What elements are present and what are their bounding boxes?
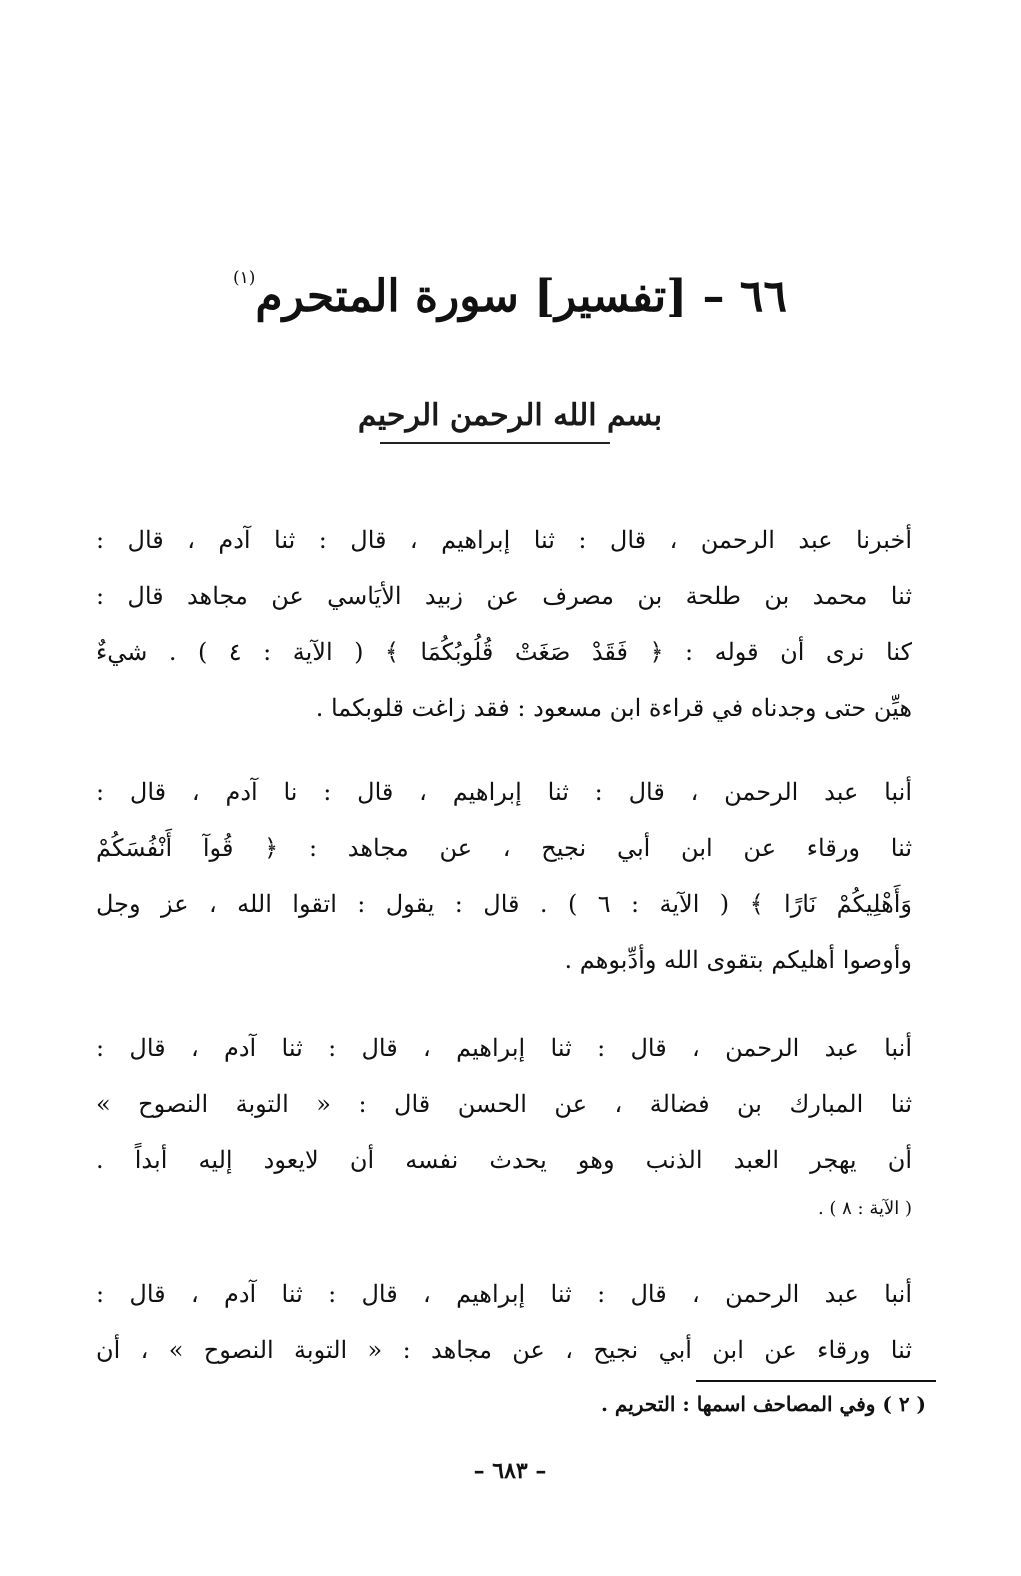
text-line: أنبا عبد الرحمن ، قال : ثنا إبراهيم ، قال : نا آدم ، قال : <box>96 778 912 806</box>
paragraph-1 <box>96 512 912 736</box>
paragraph-3 <box>96 1020 912 1230</box>
text-line: أن يهجر العبد الذنب وهو يحدث نفسه أن لايعود إليه أبداً . <box>96 1146 912 1174</box>
text-line: أخبرنا عبد الرحمن ، قال : ثنا إبراهيم ، قال : ثنا آدم ، قال : <box>96 526 912 554</box>
footnote: ( ٢ ) وفي المصاحف اسمها : التحريم . <box>600 1392 926 1416</box>
text-line: هيِّن حتى وجدناه في قراءة ابن مسعود : فقد زاغت قلوبكما . <box>315 694 912 722</box>
paragraph-4 <box>96 1266 912 1378</box>
text-line: وَأَهْلِيكُمْ نَارًا ﴾ ( الآية : ٦ ) . قال : يقول : اتقوا الله ، عز وجل <box>96 890 912 918</box>
text-line: وأوصوا أهليكم بتقوى الله وأدِّبوهم . <box>564 946 912 974</box>
page-number: – ٦٨٣ – <box>473 1458 547 1484</box>
text-line: ثنا المبارك بن فضالة ، عن الحسن قال : « التوبة النصوح » <box>96 1090 912 1118</box>
text-line: أنبا عبد الرحمن ، قال : ثنا إبراهيم ، قال : ثنا آدم ، قال : <box>96 1034 912 1062</box>
surah-heading <box>150 268 870 322</box>
basmala: بسم الله الرحمن الرحيم <box>357 398 663 433</box>
text-line: كنا نرى أن قوله : ﴿ فَقَدْ صَغَتْ قُلُوبُكُمَا ﴾ ( الآية : ٤ ) . شيءٌ <box>96 638 912 666</box>
text-line: ( الآية : ٨ ) . <box>817 1198 912 1219</box>
text-line: ثنا ورقاء عن ابن أبي نجيح ، عن مجاهد : ﴿ قُوآ أَنْفُسَكُمْ <box>96 834 912 862</box>
surah-title: ٦٦ – [تفسير] سورة المتحرم <box>255 271 788 322</box>
text-line: أنبا عبد الرحمن ، قال : ثنا إبراهيم ، قال : ثنا آدم ، قال : <box>96 1280 912 1308</box>
text-line: ثنا محمد بن طلحة بن مصرف عن زبيد الأيَاسي عن مجاهد قال : <box>96 582 912 610</box>
text-line: ثنا ورقاء عن ابن أبي نجيح ، عن مجاهد : « التوبة النصوح » ، أن <box>96 1336 912 1364</box>
footnote-reference: (١) <box>232 268 256 288</box>
footnote-separator <box>696 1380 936 1382</box>
basmala-flourish <box>380 442 610 444</box>
paragraph-2 <box>96 764 912 988</box>
